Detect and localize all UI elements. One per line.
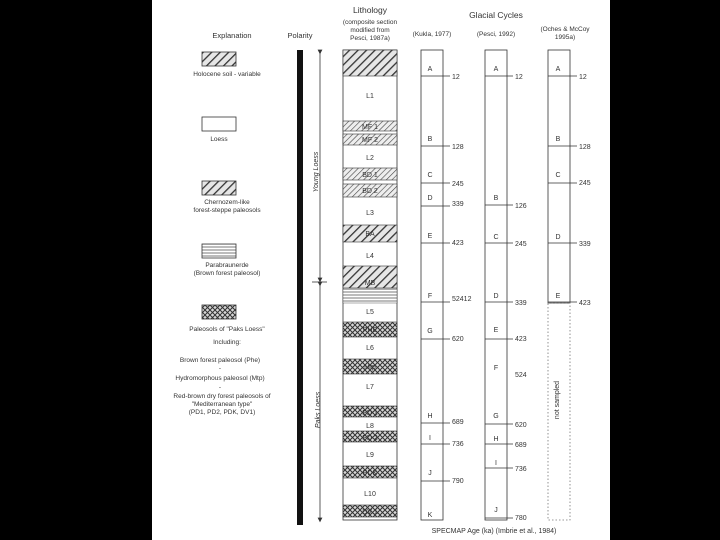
kukla-c: C — [427, 172, 433, 179]
pesci-h-age: 689 — [515, 442, 527, 449]
lithology-note-2: modified from — [350, 27, 390, 34]
label-pd2: PD 2 — [362, 435, 378, 442]
oches-c: C — [555, 172, 561, 179]
oches-c-age: 245 — [579, 180, 591, 187]
kukla-i: I — [429, 435, 431, 442]
kukla-d-age: 339 — [452, 201, 464, 208]
kukla-f: F — [427, 293, 433, 300]
legend-redbrown-2: "Mediterranean type" — [191, 401, 253, 408]
kukla-e-age: 423 — [452, 240, 464, 247]
oches-d-age: 339 — [579, 241, 591, 248]
pesci-d: D — [493, 293, 499, 300]
pesci-e-age: 423 — [515, 336, 527, 343]
paks-loess-label: Paks Loess — [315, 391, 322, 429]
legend-dash-2: - — [218, 384, 222, 391]
legend-parabraunerde-2: (Brown forest paleosol) — [193, 270, 261, 277]
kukla-j: J — [428, 470, 432, 477]
label-l9: L9 — [366, 452, 374, 459]
pesci-h: H — [493, 436, 499, 443]
label-pd1: PD 1 — [362, 410, 378, 417]
glacial-cycles-header: Glacial Cycles — [469, 10, 523, 20]
pesci-d-age: 339 — [515, 300, 527, 307]
label-bd1: BD 1 — [362, 172, 378, 179]
label-l6: L6 — [366, 345, 374, 352]
young-loess-label: Young Loess — [313, 151, 320, 193]
kukla-column — [421, 50, 443, 520]
holocene-swatch — [202, 52, 236, 66]
label-l7: L7 — [366, 384, 374, 391]
pesci-i: I — [495, 460, 497, 467]
kukla-header: (Kukla, 1977) — [412, 31, 452, 38]
legend-chernozem-1: Chernozem-like — [204, 199, 250, 206]
pesci-j-age: 780 — [515, 515, 527, 522]
legend-chernozem-2: forest-steppe paleosols — [193, 207, 261, 214]
kukla-a: A — [427, 66, 433, 73]
pesci-a: A — [493, 66, 499, 73]
kukla-e: E — [427, 233, 433, 240]
specmap-footer: SPECMAP Age (ka) (Imbrie et al., 1984) — [431, 528, 557, 535]
kukla-g-age: 620 — [452, 336, 464, 343]
label-l3: L3 — [366, 210, 374, 217]
oches-b: B — [555, 136, 561, 143]
oches-header-2: 1995a) — [554, 34, 576, 41]
oches-e-age: 423 — [579, 300, 591, 307]
kukla-j-age: 790 — [452, 478, 464, 485]
pesci-i-age: 736 — [515, 466, 527, 473]
label-l1: L1 — [366, 93, 374, 100]
legend-holocene: Holocene soil - variable — [193, 71, 261, 78]
label-bd2: BD 2 — [362, 188, 378, 195]
legend-parabraunerde-1: Parabraunerde — [205, 262, 249, 269]
label-mf1: MF 1 — [362, 124, 378, 131]
kukla-d: D — [427, 195, 433, 202]
label-pdk: PDK — [362, 470, 378, 477]
oches-a-age: 12 — [579, 74, 587, 81]
label-mb: MB — [364, 280, 376, 287]
legend-redbrown-3: (PD1, PD2, PDK, DV1) — [188, 409, 256, 416]
pesci-c: C — [493, 234, 499, 241]
kukla-a-age: 12 — [452, 74, 460, 81]
not-sampled-label: not sampled — [554, 380, 561, 420]
pesci-b-age: 126 — [515, 203, 527, 210]
kukla-g: G — [427, 328, 433, 335]
label-dv1: DV 1 — [362, 509, 378, 516]
label-l4: L4 — [366, 253, 374, 260]
pesci-column — [485, 50, 507, 520]
kukla-h: H — [427, 413, 433, 420]
oches-a: A — [555, 66, 561, 73]
label-l5: L5 — [366, 309, 374, 316]
pesci-b: B — [493, 195, 499, 202]
legend-paks: Paleosols of "Paks Loess" — [189, 326, 265, 333]
oches-b-age: 128 — [579, 144, 591, 151]
legend-including: Including: — [213, 339, 241, 346]
kukla-i-age: 736 — [452, 441, 464, 448]
label-mtp: Mtp — [364, 364, 376, 371]
label-phe: PHE — [362, 327, 378, 334]
pesci-c-age: 245 — [515, 241, 527, 248]
kukla-c-age: 245 — [452, 181, 464, 188]
label-mf2: MF 2 — [362, 137, 378, 144]
pesci-f: F — [493, 365, 499, 372]
legend-brown-forest: Brown forest paleosol (Phe) — [179, 357, 261, 364]
lithology-note-1: (composite section — [342, 19, 398, 26]
polarity-header: Polarity — [287, 31, 313, 40]
loess-swatch — [202, 117, 236, 131]
polarity-bar — [297, 50, 303, 525]
pesci-a-age: 12 — [515, 74, 523, 81]
lithology-note-3: Pesci, 1987a) — [350, 35, 390, 42]
kukla-h-age: 689 — [452, 419, 464, 426]
chernozem-swatch — [202, 181, 236, 195]
pesci-header: (Pesci, 1992) — [476, 31, 516, 38]
label-l8: L8 — [366, 423, 374, 430]
pesci-j: J — [494, 507, 498, 514]
layer-mb-lines — [343, 289, 397, 303]
label-l10: L10 — [364, 491, 376, 498]
pesci-e: E — [493, 327, 499, 334]
oches-header-1: (Oches & McCoy — [540, 26, 590, 33]
lithology-header: Lithology — [352, 5, 388, 15]
oches-d: D — [555, 234, 561, 241]
oches-e: E — [555, 293, 561, 300]
layer-holocene — [343, 50, 397, 76]
legend-loess: Loess — [210, 136, 228, 143]
label-l2: L2 — [366, 155, 374, 162]
pesci-g: G — [493, 413, 499, 420]
pesci-g-age: 620 — [515, 422, 527, 429]
paks-swatch — [202, 305, 236, 319]
loess-range-arrows — [312, 52, 327, 520]
legend-redbrown-1: Red-brown dry forest paleosols of — [173, 393, 271, 400]
kukla-k: K — [427, 512, 433, 519]
kukla-b-age: 128 — [452, 144, 464, 151]
parabraunerde-swatch — [202, 244, 236, 258]
kukla-b: B — [427, 136, 433, 143]
label-ba: BA — [365, 231, 375, 238]
legend-hydromorphous: Hydromorphous paleosol (Mtp) — [175, 375, 265, 382]
pesci-f-age: 524 — [515, 372, 527, 379]
legend-dash-1: - — [218, 365, 222, 372]
explanation-header: Explanation — [212, 31, 252, 40]
kukla-f-age: 52412 — [452, 296, 472, 303]
